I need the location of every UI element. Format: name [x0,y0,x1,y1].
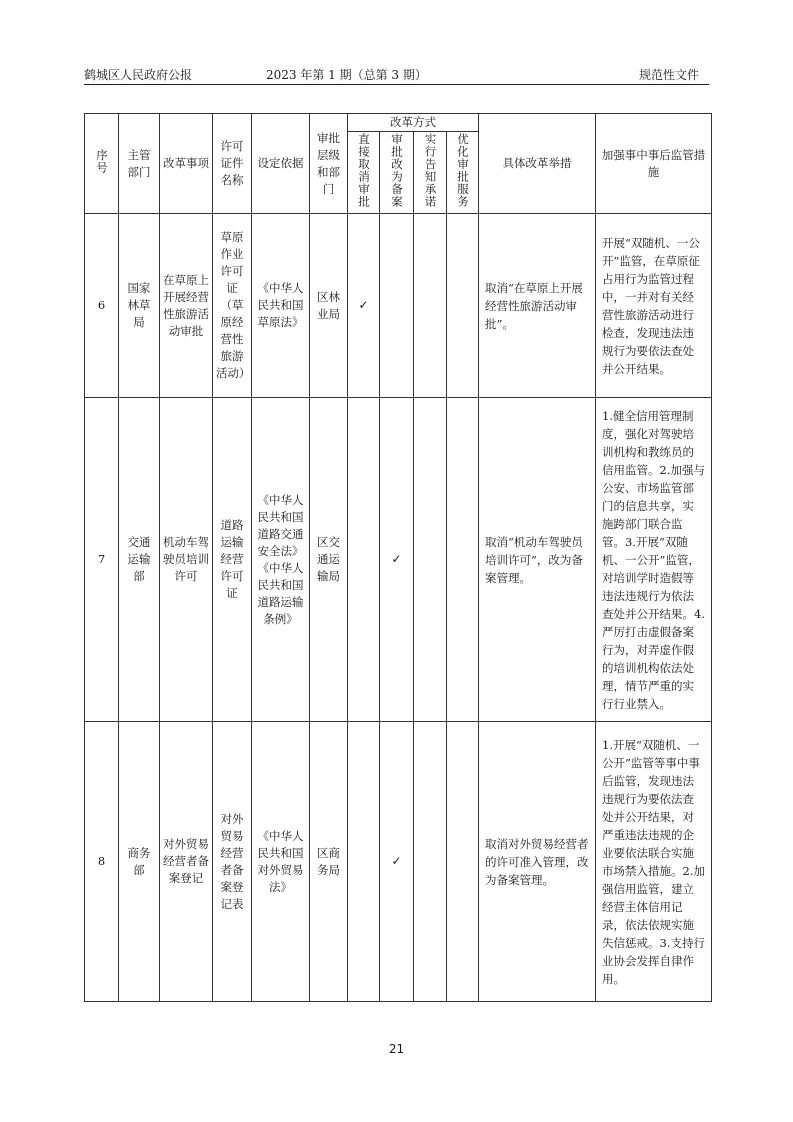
row-license: 道路运输经营许可证 [213,398,252,722]
reform-table [84,113,712,1002]
row-basis: 《中华人民共和国草原法》 [252,214,310,398]
header-license: 许可证件名称 [213,114,252,214]
row-item: 在草原上开展经营性旅游活动审批 [160,214,213,398]
row-method-record: ✓ [380,722,414,1002]
row-license: 对外贸易经营者备案登记表 [213,722,252,1002]
header-level: 审批层级和部门 [310,114,348,214]
header-method-record: 审批改为备案 [380,132,414,214]
row-basis: 《中华人民共和国道路交通安全法》《中华人民共和国道路运输条例》 [252,398,310,722]
header-method-group: 改革方式 [348,114,479,132]
row-method-optimize [447,214,479,398]
row-level: 区林业局 [310,214,348,398]
row-method-notify [414,722,447,1002]
header-issue: 2023 年第 1 期（总第 3 期） [266,68,427,82]
table-row [85,214,712,398]
row-method-record [380,214,414,398]
row-seq: 8 [85,722,119,1002]
header-seq: 序号 [85,114,119,214]
table-row [85,722,712,1002]
row-basis: 《中华人民共和国对外贸易法》 [252,722,310,1002]
row-method-record: ✓ [380,398,414,722]
table-row [85,398,712,722]
row-supervision: 1.开展“双随机、一公开”监管等事中事后监管，发现违法违规行为要依法查处并公开结果，对严重违法违规的企业要依法联合实施市场禁入措施。2.加强信用监管，建立经营主体信用记录，依法依规实施失信惩戒。3.支持行业协会发挥自律作用。 [596,722,712,1002]
header-method-optimize: 优化审批服务 [447,132,479,214]
row-supervision: 开展“双随机、一公开”监管，在草原征占用行为监管过程中，一并对有关经营性旅游活动进行检查，发现违法违规行为要依法查处并公开结果。 [596,214,712,398]
row-seq: 7 [85,398,119,722]
row-supervision: 1.健全信用管理制度，强化对驾驶培训机构和教练员的信用监管。2.加强与公安、市场监管部门的信息共享，实施跨部门联合监管。3.开展“双随机、一公开”监管，对培训学时造假等违法违规行为依法查处并公开结果。4.严厉打击虚假备案行为，对弄虚作假的培训机构依法处理，情节严重的实行行业禁入。 [596,398,712,722]
page-header [84,62,709,85]
row-method-cancel [348,398,380,722]
row-license: 草原作业许可证（草原经营性旅游活动） [213,214,252,398]
row-item: 对外贸易经营者备案登记 [160,722,213,1002]
row-measures: 取消“在草原上开展经营性旅游活动审批”。 [479,214,596,398]
row-dept: 国家林草局 [119,214,160,398]
row-seq: 6 [85,214,119,398]
row-level: 区交通运输局 [310,398,348,722]
row-item: 机动车驾驶员培训许可 [160,398,213,722]
header-basis: 设定依据 [252,114,310,214]
row-method-optimize [447,722,479,1002]
header-item: 改革事项 [160,114,213,214]
row-dept: 商务部 [119,722,160,1002]
header-method-notify: 实行告知承诺 [414,132,447,214]
row-method-cancel: ✓ [348,214,380,398]
row-method-notify [414,214,447,398]
header-section: 规范性文件 [638,68,699,82]
row-dept: 交通运输部 [119,398,160,722]
row-method-cancel [348,722,380,1002]
row-measures: 取消对外贸易经营者的许可准入管理，改为备案管理。 [479,722,596,1002]
row-level: 区商务局 [310,722,348,1002]
row-method-notify [414,398,447,722]
row-method-optimize [447,398,479,722]
header-publication: 鹤城区人民政府公报 [84,68,193,82]
header-row [85,114,712,132]
row-measures: 取消“机动车驾驶员培训许可”，改为备案管理。 [479,398,596,722]
header-dept: 主管部门 [119,114,160,214]
header-supervision: 加强事中事后监管措施 [596,114,712,214]
page-number: 21 [388,1042,405,1056]
header-measures: 具体改革举措 [479,114,596,214]
header-method-cancel: 直接取消审批 [348,132,380,214]
